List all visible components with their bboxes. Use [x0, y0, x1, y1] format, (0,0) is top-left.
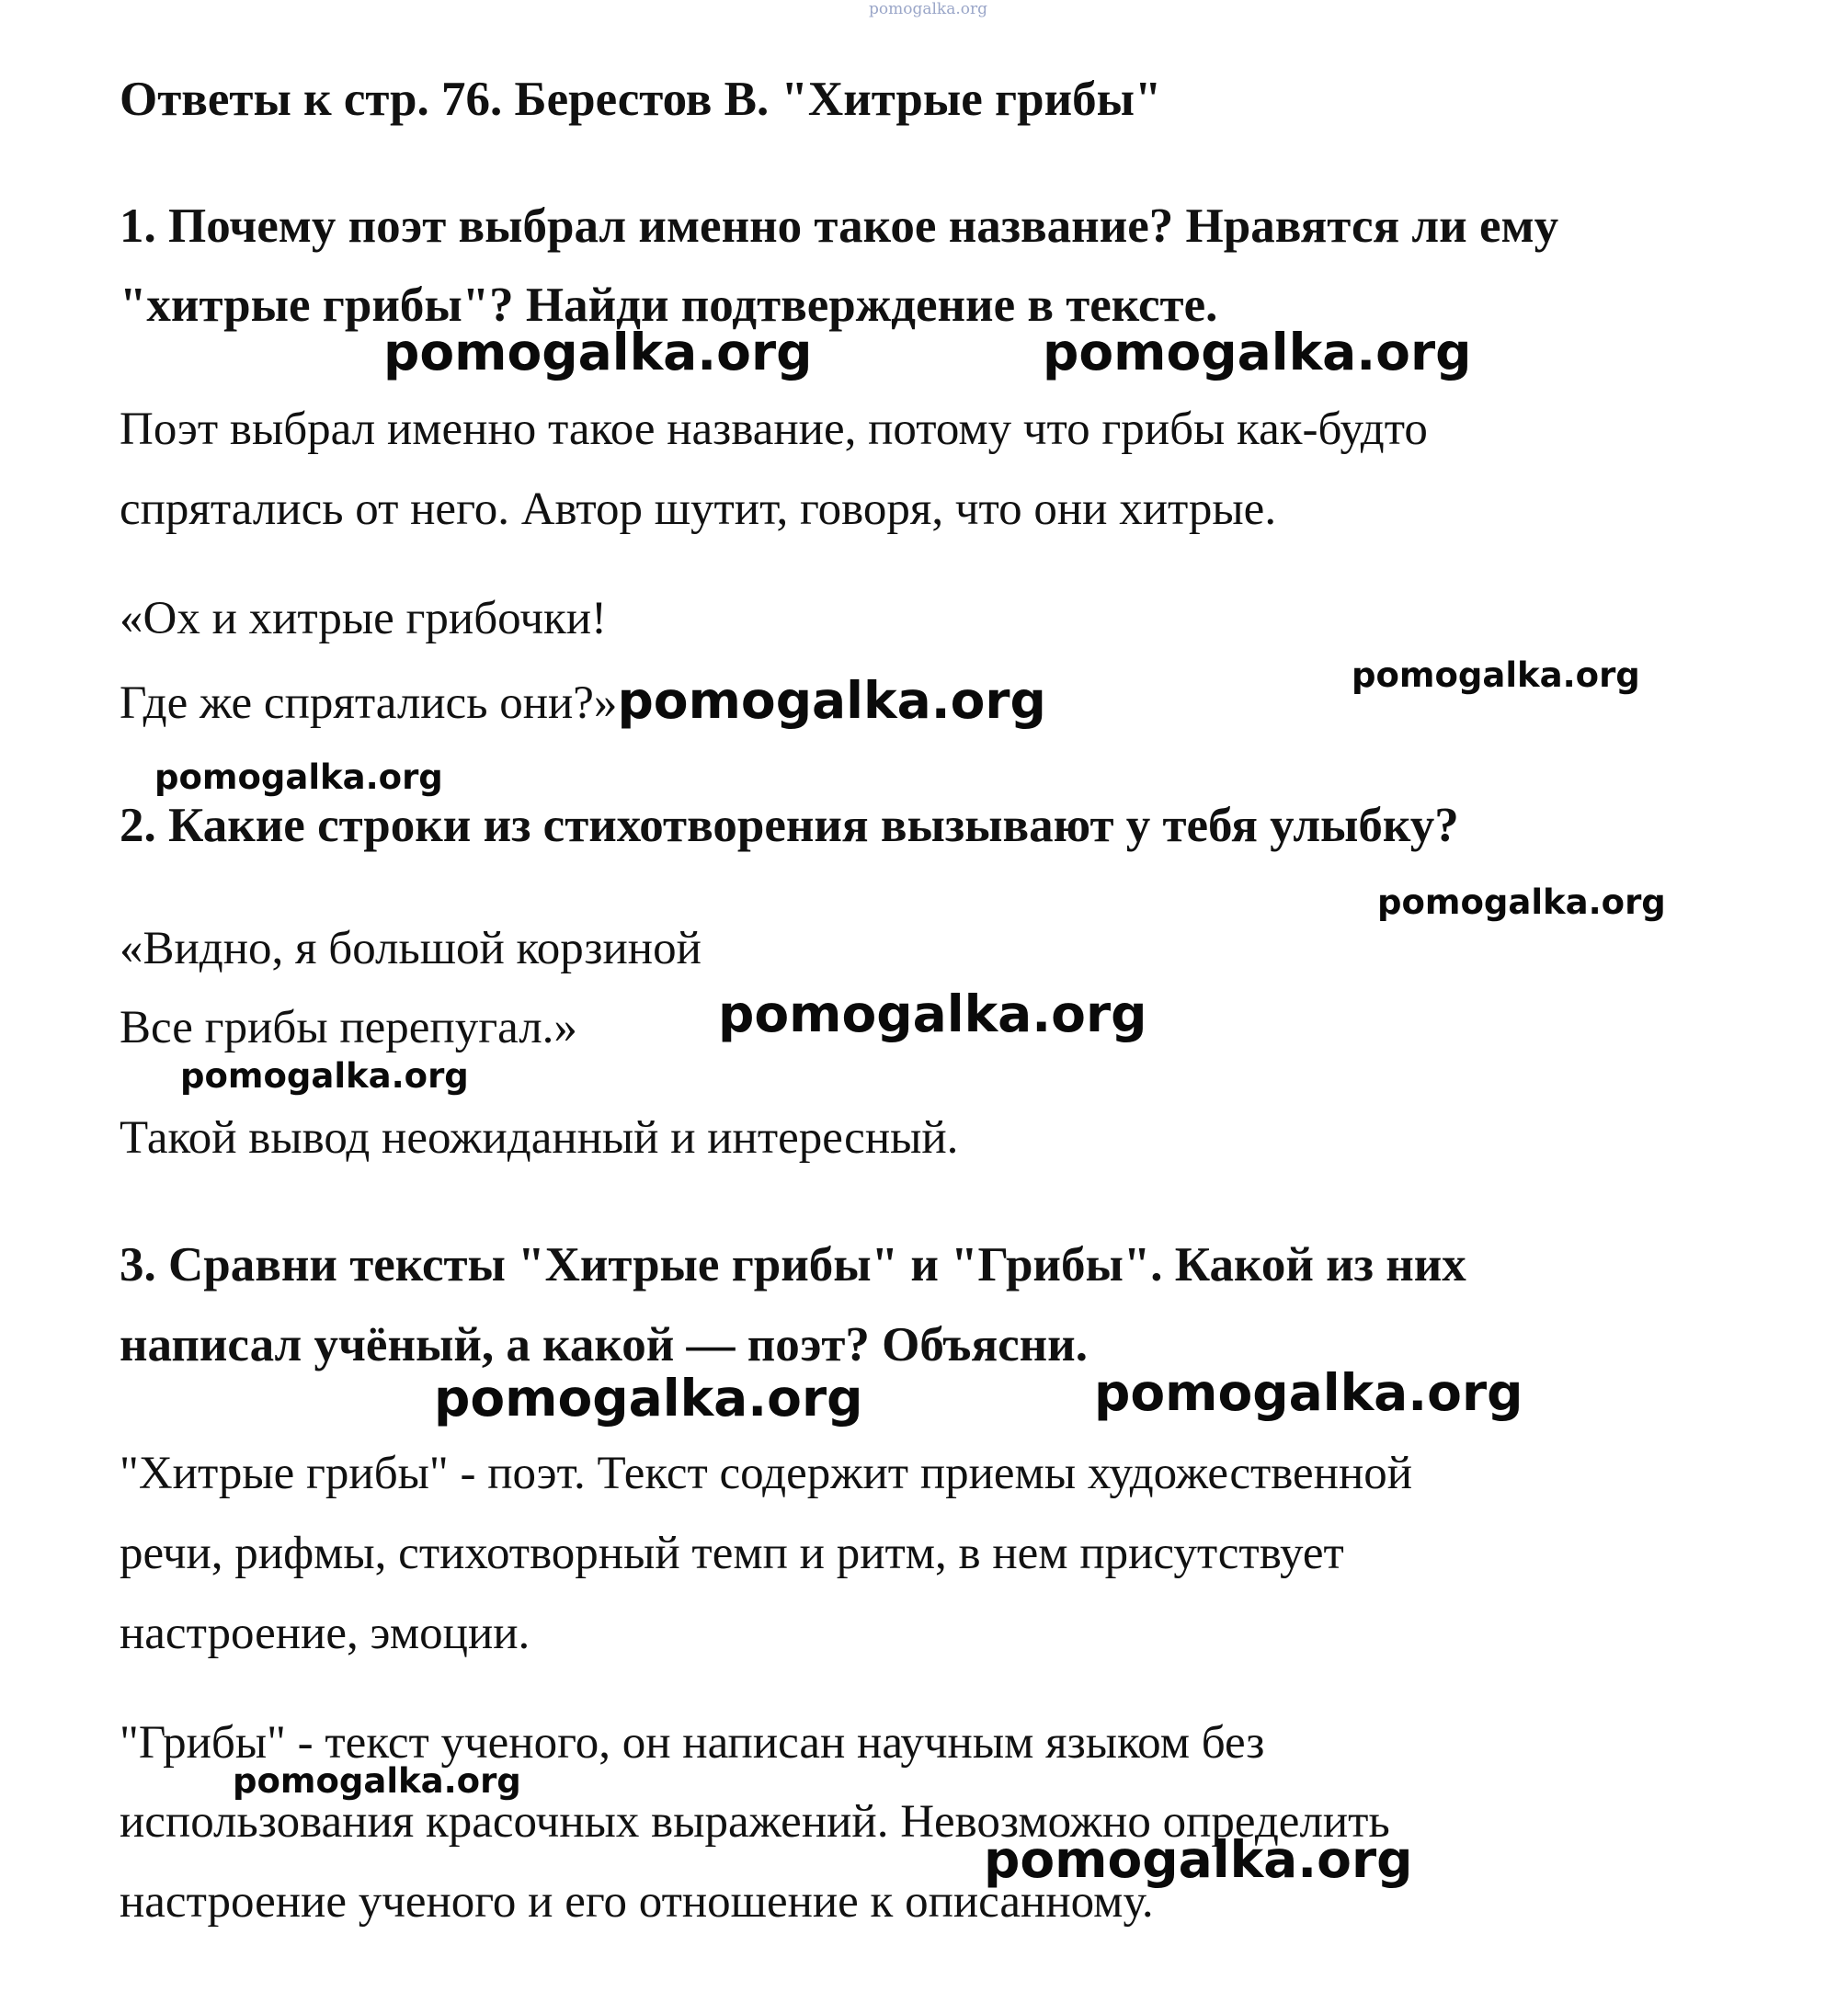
answer-2-quote-line-2: Все грибы перепугал.» — [120, 1002, 577, 1053]
watermark: pomogalka.org — [233, 1761, 521, 1801]
watermark: pomogalka.org — [718, 984, 1147, 1043]
question-3-line-2: написал учёный, а какой — поэт? Объясни. — [120, 1318, 1088, 1371]
answer-3-p1-line-2: речи, рифмы, стихотворный темп и ритм, в нем присутствует — [120, 1528, 1344, 1579]
watermark: pomogalka.org — [984, 1830, 1413, 1889]
answer-1-line-1: Поэт выбрал именно такое название, потому что грибы как-будто — [120, 404, 1428, 455]
watermark: pomogalka.org — [1352, 655, 1640, 695]
watermark: pomogalka.org — [383, 323, 813, 381]
answer-3-p1-line-1: "Хитрые грибы" - поэт. Текст содержит приемы художественной — [120, 1448, 1413, 1499]
answer-3-p2-line-3: настроение ученого и его отношение к описанному. — [120, 1876, 1154, 1928]
page-title: Ответы к стр. 76. Берестов В. "Хитрые грибы" — [120, 73, 1162, 126]
watermark: pomogalka.org — [154, 757, 443, 797]
header-watermark: pomogalka.org — [869, 0, 988, 18]
question-1-line-1: 1. Почему поэт выбрал именно такое название? Нравятся ли ему — [120, 199, 1559, 253]
watermark: pomogalka.org — [617, 671, 1046, 730]
answer-1-quote-line-1: «Ох и хитрые грибочки! — [120, 593, 608, 644]
answer-2-line-1: Такой вывод неожиданный и интересный. — [120, 1112, 959, 1164]
answer-3-p2-line-1: "Грибы" - текст ученого, он написан научным языком без — [120, 1717, 1265, 1769]
question-3-line-1: 3. Сравни тексты "Хитрые грибы" и "Грибы". Какой из них — [120, 1238, 1466, 1291]
watermark: pomogalka.org — [1094, 1363, 1523, 1422]
question-2-line-1: 2. Какие строки из стихотворения вызывают у тебя улыбку? — [120, 799, 1459, 852]
watermark: pomogalka.org — [180, 1056, 469, 1096]
watermark: pomogalka.org — [1043, 323, 1472, 381]
answer-2-quote-line-1: «Видно, я большой корзиной — [120, 923, 702, 974]
answer-1-quote-line-2: Где же спрятались они?»pomogalka.org — [120, 671, 1046, 730]
answer-3-p1-line-3: настроение, эмоции. — [120, 1608, 530, 1659]
answer-3-p2-line-2: использования красочных выражений. Невозможно определить — [120, 1796, 1390, 1848]
answer-1-line-2: спрятались от него. Автор шутит, говоря, что они хитрые. — [120, 484, 1277, 535]
watermark: pomogalka.org — [1377, 882, 1666, 922]
watermark: pomogalka.org — [434, 1369, 863, 1428]
question-1-line-2: "хитрые грибы"? Найди подтверждение в тексте. — [120, 279, 1218, 332]
